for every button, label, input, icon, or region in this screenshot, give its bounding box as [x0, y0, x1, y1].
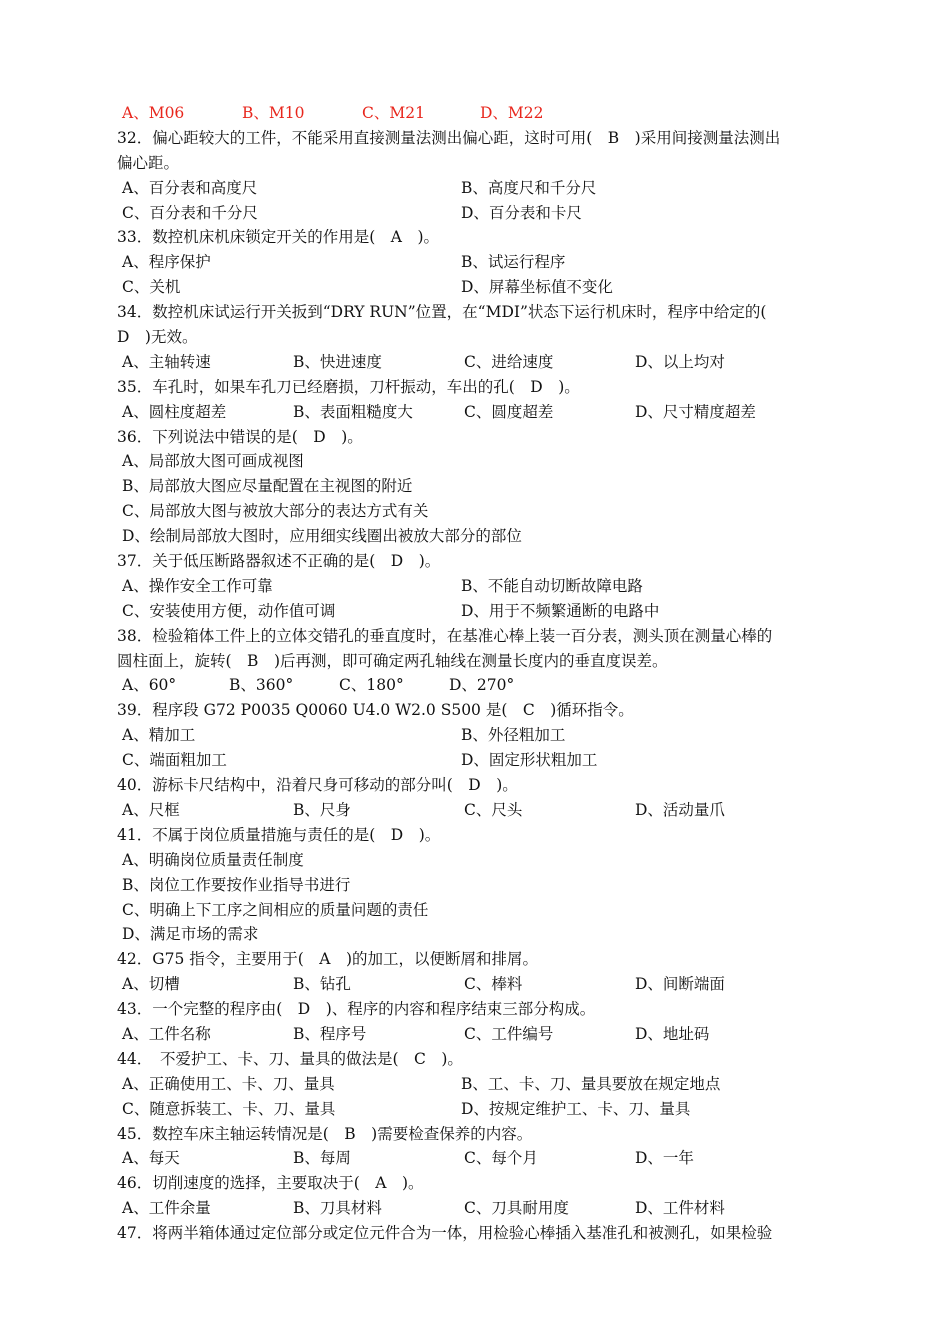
option-a: A、工件名称: [122, 1024, 211, 1043]
question-line: [117, 649, 837, 674]
options-row: [117, 1196, 837, 1221]
question-line: [117, 1122, 837, 1147]
option-b: B、试运行程序: [461, 253, 566, 272]
options-row: [117, 574, 837, 599]
option-a: C、百分表和千分尺: [122, 203, 258, 222]
option-a: A、主轴转速: [122, 352, 211, 371]
question-text: 44． 不爱护工、卡、刀、量具的做法是( C )。: [117, 1049, 463, 1068]
option-b: B、高度尺和千分尺: [461, 178, 597, 197]
option-b: B、程序号: [293, 1024, 367, 1043]
option-b: B、尺身: [293, 800, 351, 819]
question-text: 46．切削速度的选择，主要取决于( A )。: [117, 1174, 424, 1193]
options-row: [117, 1072, 837, 1097]
option-b: D、用于不频繁通断的电路中: [461, 601, 660, 620]
option-c: C、尺头: [464, 800, 523, 819]
options-row: [117, 599, 837, 624]
option-b: B、工、卡、刀、量具要放在规定地点: [461, 1074, 721, 1093]
options-row: [117, 250, 837, 275]
option-a: A、工件余量: [122, 1199, 211, 1218]
option-a: A、尺框: [122, 800, 180, 819]
question-line: [117, 549, 837, 574]
option-b: B、M10: [242, 104, 305, 122]
option-b: B、外径粗加工: [461, 726, 566, 745]
option-a: A、M06: [122, 104, 185, 122]
option-c: C、M21: [362, 104, 425, 122]
option-a: C、随意拆装工、卡、刀、量具: [122, 1099, 336, 1118]
options-row: [117, 400, 837, 425]
question-line: [117, 947, 837, 972]
option-text: D、绘制局部放大图时，应用细实线圈出被放大部分的部位: [122, 527, 522, 546]
question-text: 38．检验箱体工件上的立体交错孔的垂直度时，在基准心棒上装一百分表，测头顶在测量心棒的: [117, 626, 773, 645]
question-line: [117, 300, 837, 325]
option-line: [117, 873, 837, 898]
options-row: [117, 972, 837, 997]
option-a: A、正确使用工、卡、刀、量具: [122, 1074, 335, 1093]
option-b: B、快进速度: [293, 352, 382, 371]
question-text: 43．一个完整的程序由( D )、程序的内容和程序结束三部分构成。: [117, 1000, 596, 1019]
question-text: 39．程序段 G72 P0035 Q0060 U4.0 W2.0 S500 是( C )循环指令。: [117, 701, 634, 720]
option-d: D、地址码: [635, 1024, 710, 1043]
question-line: [117, 325, 837, 350]
question-text: 42．G75 指令，主要用于( A )的加工，以便断屑和排屑。: [117, 950, 539, 969]
option-line: [117, 922, 837, 947]
question-text: 偏心距。: [117, 153, 180, 172]
question-line: [117, 1047, 837, 1072]
option-c: C、进给速度: [464, 352, 554, 371]
question-line: [117, 225, 837, 250]
options-row: [117, 275, 837, 300]
option-a: A、操作安全工作可靠: [122, 576, 273, 595]
options-row: [117, 176, 837, 201]
question-text: 圆柱面上，旋转( B )后再测，即可确定两孔轴线在测量长度内的垂直度误差。: [117, 651, 668, 670]
option-text: B、岗位工作要按作业指导书进行: [122, 875, 351, 894]
question-line: [117, 997, 837, 1022]
option-c: C、工件编号: [464, 1024, 554, 1043]
options-row: [117, 723, 837, 748]
option-a: A、百分表和高度尺: [122, 178, 258, 197]
option-a: C、安装使用方便，动作值可调: [122, 601, 336, 620]
question-text: 35．车孔时，如果车孔刀已经磨损，刀杆振动，车出的孔( D )。: [117, 377, 580, 396]
option-d: D、以上均对: [635, 352, 725, 371]
option-text: A、明确岗位质量责任制度: [122, 850, 304, 869]
option-b: D、屏幕坐标值不变化: [461, 278, 613, 297]
option-c: C、每个月: [464, 1149, 538, 1168]
option-a: A、切槽: [122, 975, 180, 994]
option-d: D、M22: [480, 104, 544, 122]
options-row: [117, 1022, 837, 1047]
option-a: A、60°: [122, 676, 177, 695]
question-text: 45．数控车床主轴运转情况是( B )需要检查保养的内容。: [117, 1124, 533, 1143]
options-row: [117, 1097, 837, 1122]
option-c: C、棒料: [464, 975, 523, 994]
question-text: 32．偏心距较大的工件，不能采用直接测量法测出偏心距，这时可用( B )采用间接测量法测出: [117, 128, 781, 147]
option-line: [117, 474, 837, 499]
question-text: 37．关于低压断路器叙述不正确的是( D )。: [117, 552, 441, 571]
option-line: [117, 898, 837, 923]
question-line: [117, 823, 837, 848]
option-a: A、精加工: [122, 726, 196, 745]
question-text: 40．游标卡尺结构中，沿着尺身可移动的部分叫( D )。: [117, 776, 518, 795]
option-text: B、局部放大图应尽量配置在主视图的附近: [122, 477, 413, 496]
option-text: C、明确上下工序之间相应的质量问题的责任: [122, 900, 429, 919]
question-line: [117, 1221, 837, 1246]
options-row: [117, 1146, 837, 1171]
option-d: D、间断端面: [635, 975, 725, 994]
option-b: B、每周: [293, 1149, 351, 1168]
option-b: B、刀具材料: [293, 1199, 382, 1218]
option-b: D、按规定维护工、卡、刀、量具: [461, 1099, 691, 1118]
option-a: A、圆柱度超差: [122, 402, 227, 421]
option-text: A、局部放大图可画成视图: [122, 452, 304, 471]
exam-questions: [117, 101, 837, 1246]
option-c: C、圆度超差: [464, 402, 554, 421]
option-b: D、固定形状粗加工: [461, 751, 598, 770]
question-line: [117, 151, 837, 176]
option-c: C、刀具耐用度: [464, 1199, 569, 1218]
option-line: [117, 449, 837, 474]
option-d: D、尺寸精度超差: [635, 402, 756, 421]
option-d: D、270°: [449, 676, 515, 695]
question-text: 47．将两半箱体通过定位部分或定位元件合为一体，用检验心棒插入基准孔和被测孔，如果检验: [117, 1224, 773, 1243]
question-line: [117, 698, 837, 723]
option-d: D、一年: [635, 1149, 694, 1168]
question-line: [117, 624, 837, 649]
question-text: 36．下列说法中错误的是( D )。: [117, 427, 363, 446]
options-row: [117, 101, 837, 126]
question-line: [117, 425, 837, 450]
question-text: 41．不属于岗位质量措施与责任的是( D )。: [117, 825, 441, 844]
options-row: [117, 748, 837, 773]
option-b: B、表面粗糙度大: [293, 402, 413, 421]
options-row: [117, 798, 837, 823]
question-text: 33．数控机床机床锁定开关的作用是( A )。: [117, 228, 440, 247]
option-b: B、360°: [229, 676, 294, 695]
question-text: D )无效。: [117, 328, 198, 347]
option-b: D、百分表和卡尺: [461, 203, 582, 222]
question-text: 34．数控机床试运行开关扳到“DRY RUN”位置，在“MDI”状态下运行机床时，程序中给定的(: [117, 303, 767, 322]
question-line: [117, 1171, 837, 1196]
question-line: [117, 773, 837, 798]
option-line: [117, 524, 837, 549]
question-line: [117, 375, 837, 400]
option-a: A、每天: [122, 1149, 180, 1168]
option-text: C、局部放大图与被放大部分的表达方式有关: [122, 502, 429, 521]
option-b: B、钻孔: [293, 975, 351, 994]
options-row: [117, 201, 837, 226]
options-row: [117, 673, 837, 698]
option-text: D、满足市场的需求: [122, 925, 259, 944]
option-a: C、关机: [122, 278, 181, 297]
option-a: C、端面粗加工: [122, 751, 227, 770]
option-line: [117, 499, 837, 524]
options-row: [117, 350, 837, 375]
option-b: B、不能自动切断故障电路: [461, 576, 643, 595]
option-a: A、程序保护: [122, 253, 211, 272]
option-d: D、活动量爪: [635, 800, 725, 819]
option-line: [117, 848, 837, 873]
option-d: D、工件材料: [635, 1199, 725, 1218]
question-line: [117, 126, 837, 151]
option-c: C、180°: [339, 676, 404, 695]
